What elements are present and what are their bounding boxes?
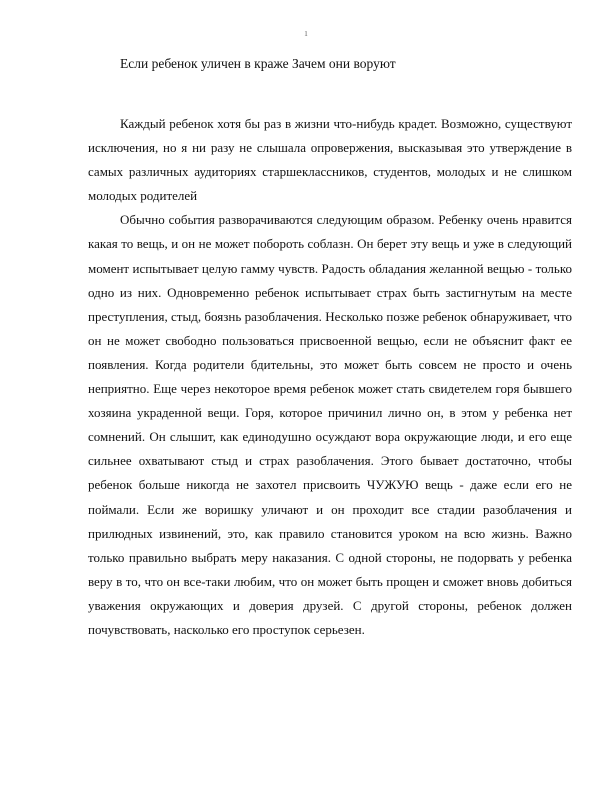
document-title: Если ребенок уличен в краже Зачем они воруют xyxy=(120,56,396,71)
document-body xyxy=(88,112,572,642)
page-number: 1 xyxy=(304,30,308,38)
paragraph-main: Обычно события разворачиваются следующим образом. Ребенку очень нравится какая то вещь, и он не может побороть соблазн. Он берет эту вещь и уже в следующий момент испытывает целую гамму чувств. Радость обладания желанной вещью - только одно из них. Одновременно ребенок испытывает страх быть застигнутым на месте преступления, стыд, боязнь разоблачения. Несколько позже ребенок обнаруживает, что он не может свободно пользоваться присвоенной вещью, если не объяснит факт ее появления. Когда родители бдительны, это может быть совсем не просто и очень неприятно. Еще через некоторое время ребенок может стать свидетелем горя бывшего хозяина украденной вещи. Горя, которое причинил лично он, в этом у ребенка нет сомнений. Он слышит, как единодушно осуждают вора окружающие люди, и его еще сильнее охватывают стыд и страх разоблачения. Этого бывает достаточно, чтобы ребенок больше никогда не захотел присвоить ЧУЖУЮ вещь - даже если его не поймали. Если же воришку уличают и он проходит все стадии разоблачения и прилюдных извинений, это, как правило становится уроком на всю жизнь. Важно только правильно выбрать меру наказания. С одной стороны, не подорвать у ребенка веру в то, что он все-таки любим, что он может быть прощен и сможет вновь добиться уважения окружающих и доверия друзей. С другой стороны, ребенок должен почувствовать, насколько его проступок серьезен. xyxy=(88,212,572,637)
paragraph-intro: Каждый ребенок хотя бы раз в жизни что-нибудь крадет. Возможно, существуют исключения, но я ни разу не слышала опровержения, высказывая это утверждение в самых различных аудиториях старшеклассников, студентов, молодых и не слишком молодых родителей xyxy=(88,116,572,204)
